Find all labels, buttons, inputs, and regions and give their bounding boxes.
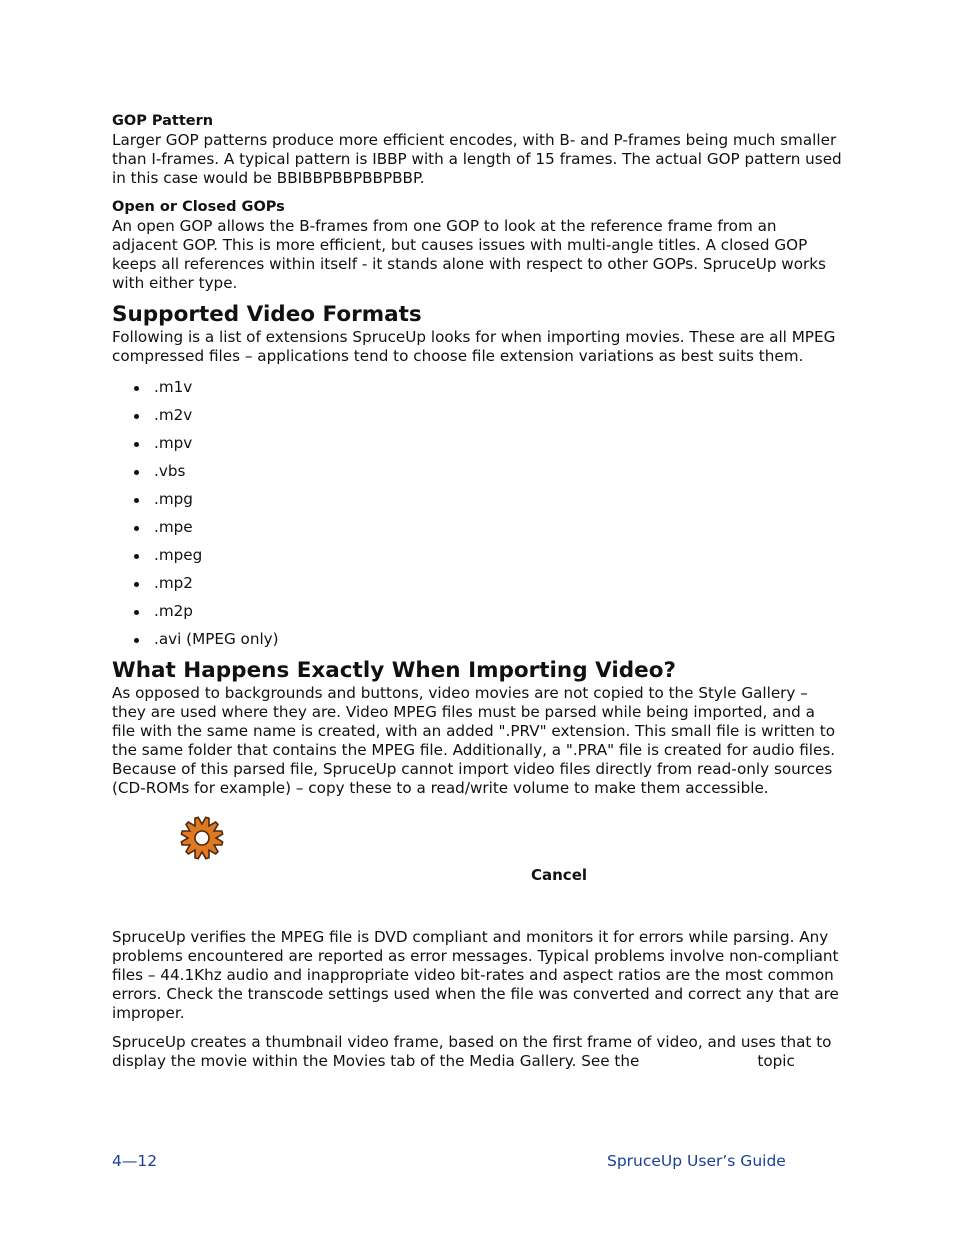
- paragraph-gop-pattern: Larger GOP patterns produce more efficient encodes, with B- and P-frames being much smaller than I-frames. A typical pattern is IBBP with a length of 15 frames. The actual GOP pattern used in this case would be BBIBBPBBPBBPBBP.: [112, 131, 842, 187]
- progress-graphic-area: [112, 798, 842, 928]
- bullet-icon: [134, 442, 139, 447]
- list-item: .mpeg: [112, 546, 842, 565]
- list-item: .mpe: [112, 518, 842, 537]
- cancel-button[interactable]: Cancel: [531, 866, 588, 884]
- page-body: [112, 112, 842, 1071]
- footer-page-number: 4—12: [112, 1152, 158, 1170]
- bullet-icon: [134, 638, 139, 643]
- bullet-icon: [134, 414, 139, 419]
- paragraph-importing: As opposed to backgrounds and buttons, video movies are not copied to the Style Gallery – they are used where they are. Video MPEG files must be parsed while being imported, and a file with the same name is created, with an added ".PRV" extension. This small file is written to the same folder that contains the MPEG file. Additionally, a ".PRA" file is created for audio files. Because of this parsed file, SpruceUp cannot import video files directly from read-only sources (CD-ROMs for example) – copy these to a read/write volume to make them accessible.: [112, 684, 836, 797]
- heading-importing: What Happens Exactly When Importing Video?: [112, 658, 676, 683]
- list-item: .m2v: [112, 406, 842, 425]
- bullet-icon: [134, 386, 139, 391]
- list-item: .m1v: [112, 378, 842, 397]
- list-item: .m2p: [112, 602, 842, 621]
- footer-guide-title: SpruceUp User’s Guide: [607, 1152, 786, 1170]
- list-item: .vbs: [112, 462, 842, 481]
- gear-hub: [195, 831, 209, 845]
- sub-heading-open-closed: Open or Closed GOPs: [112, 199, 285, 215]
- bullet-icon: [134, 470, 139, 475]
- bullet-icon: [134, 526, 139, 531]
- sub-heading-gop-pattern: GOP Pattern: [112, 113, 214, 129]
- format-list: [112, 378, 842, 649]
- list-item: .mpg: [112, 490, 842, 509]
- bullet-icon: [134, 582, 139, 587]
- paragraph-verify: SpruceUp verifies the MPEG file is DVD compliant and monitors it for errors while parsing. Any problems encountered are reported as error messages. Typical problems involve non-compliant files – 44.1Khz audio and inappropriate video bit-rates and aspect ratios are the most common errors. Check the transcode settings used when the file was converted and correct any that are improper.: [112, 928, 839, 1022]
- list-item: .mp2: [112, 574, 842, 593]
- list-item: .avi (MPEG only): [112, 630, 842, 649]
- bullet-icon: [134, 610, 139, 615]
- paragraph-thumbnail: SpruceUp creates a thumbnail video frame, based on the first frame of video, and uses that to display the movie within the Movies tab of the Media Gallery. See the topic: [112, 1033, 832, 1070]
- paragraph-open-closed: An open GOP allows the B-frames from one GOP to look at the reference frame from an adjacent GOP. This is more efficient, but causes issues with multi-angle titles. A closed GOP keeps all references within itself - it stands alone with respect to other GOPs. SpruceUp works with either type.: [112, 217, 826, 292]
- gear-icon: [178, 816, 228, 862]
- paragraph-formats-intro: Following is a list of extensions SpruceUp looks for when importing movies. These are all MPEG compressed files – applications tend to choose file extension variations as best suits them.: [112, 328, 836, 365]
- list-item: .mpv: [112, 434, 842, 453]
- heading-supported-formats: Supported Video Formats: [112, 302, 422, 327]
- bullet-icon: [134, 554, 139, 559]
- bullet-icon: [134, 498, 139, 503]
